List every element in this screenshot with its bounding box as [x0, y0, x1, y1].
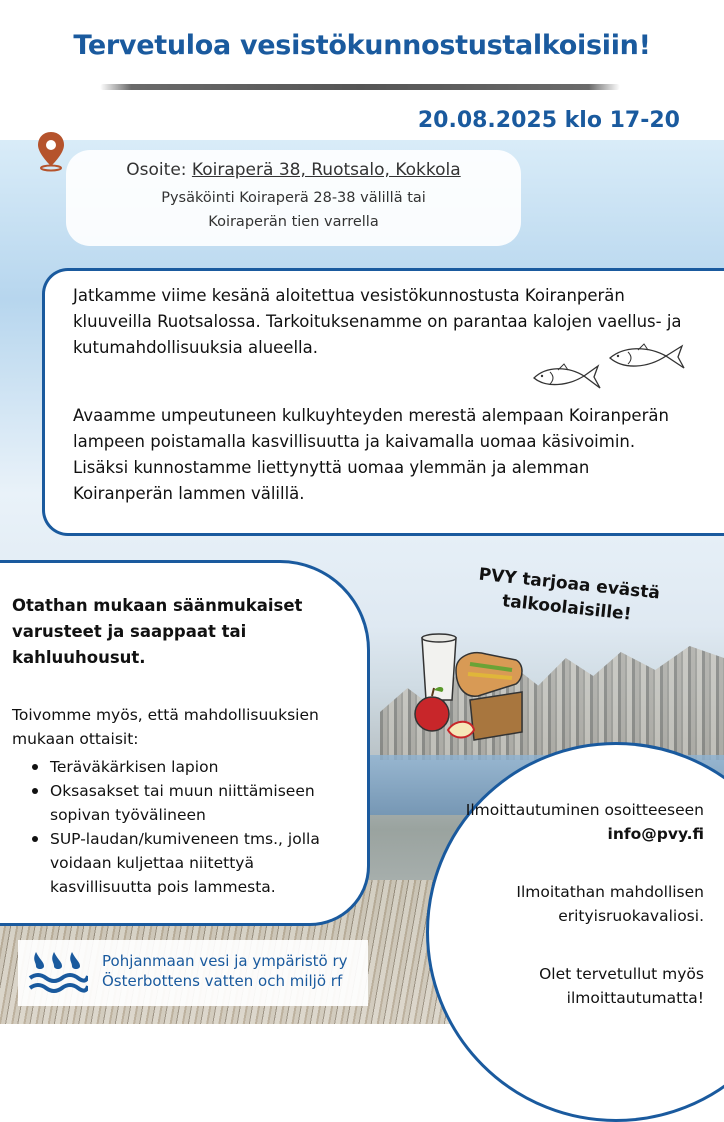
list-item: Oksasakset tai muun niittämiseen sopivan työvälineen: [32, 779, 352, 827]
water-drops-logo-icon: [28, 948, 88, 998]
address-box: [66, 150, 521, 246]
signup-label: Ilmoittautuminen osoitteeseen: [465, 801, 704, 819]
signup-email-link[interactable]: info@pvy.fi: [607, 825, 704, 843]
address-label: Osoite:: [126, 160, 187, 180]
intro-paragraph-1: Jatkamme viime kesänä aloitettua vesistökunnostusta Koiranperän kluuveilla Ruotsalossa. Tarkoituksenamme on parantaa kalojen vaellus- ja kutumahdollisuuksia alueella.: [73, 286, 682, 357]
gear-heading: Otathan mukaan säänmukaiset varusteet ja saappaat tai kahluuhousut.: [12, 596, 303, 667]
fish-icon: [528, 358, 604, 396]
event-date: 20.08.2025 klo 17-20: [417, 108, 680, 133]
page-title: Tervetuloa vesistökunnostustalkoisiin!: [73, 30, 651, 61]
title-underline: [100, 84, 620, 90]
snack-text: PVY tarjoaa evästä talkoolaisille!: [477, 564, 661, 625]
intro-box: [42, 268, 724, 536]
list-item: SUP-laudan/kumiveneen tms., jolla voidaan kuljettaa niitettyä kasvillisuutta pois lammesta.: [32, 827, 352, 899]
address-link[interactable]: Koiraperä 38, Ruotsalo, Kokkola: [191, 160, 461, 180]
parking-line-2: Koiraperän tien varrella: [208, 214, 379, 230]
fish-icon: [602, 340, 690, 376]
welcome-note: Olet tervetullut myös ilmoittautumatta!: [539, 965, 704, 1007]
signup-info: [444, 798, 704, 846]
parking-line-1: Pysäköinti Koiraperä 28-38 välillä tai: [161, 190, 426, 206]
organization-logo: [18, 940, 368, 1006]
intro-paragraph-2: Avaamme umpeutuneen kulkuyhteyden merestä alempaan Koiranperän lampeen poistamalla kasvillisuutta ja kaivamalla uomaa käsivoimin. Lisäksi kunnostamme liettynyttä uomaa ylemmän ja alemman Koiranperän lammen välillä.: [73, 406, 669, 503]
gear-intro: Toivomme myös, että mahdollisuuksien mukaan ottaisit:: [12, 706, 319, 748]
gear-box: [0, 560, 370, 926]
org-name-swedish: Österbottens vatten och miljö rf: [102, 972, 343, 990]
list-item: Teräväkärkisen lapion: [32, 755, 352, 779]
snack-icon: [412, 630, 532, 745]
address-line: [66, 160, 521, 180]
location-pin-icon: [30, 130, 72, 172]
diet-note: Ilmoitathan mahdollisen erityisruokavaliosi.: [516, 883, 704, 925]
org-name-finnish: Pohjanmaan vesi ja ympäristö ry: [102, 952, 348, 970]
gear-list: [32, 755, 352, 899]
